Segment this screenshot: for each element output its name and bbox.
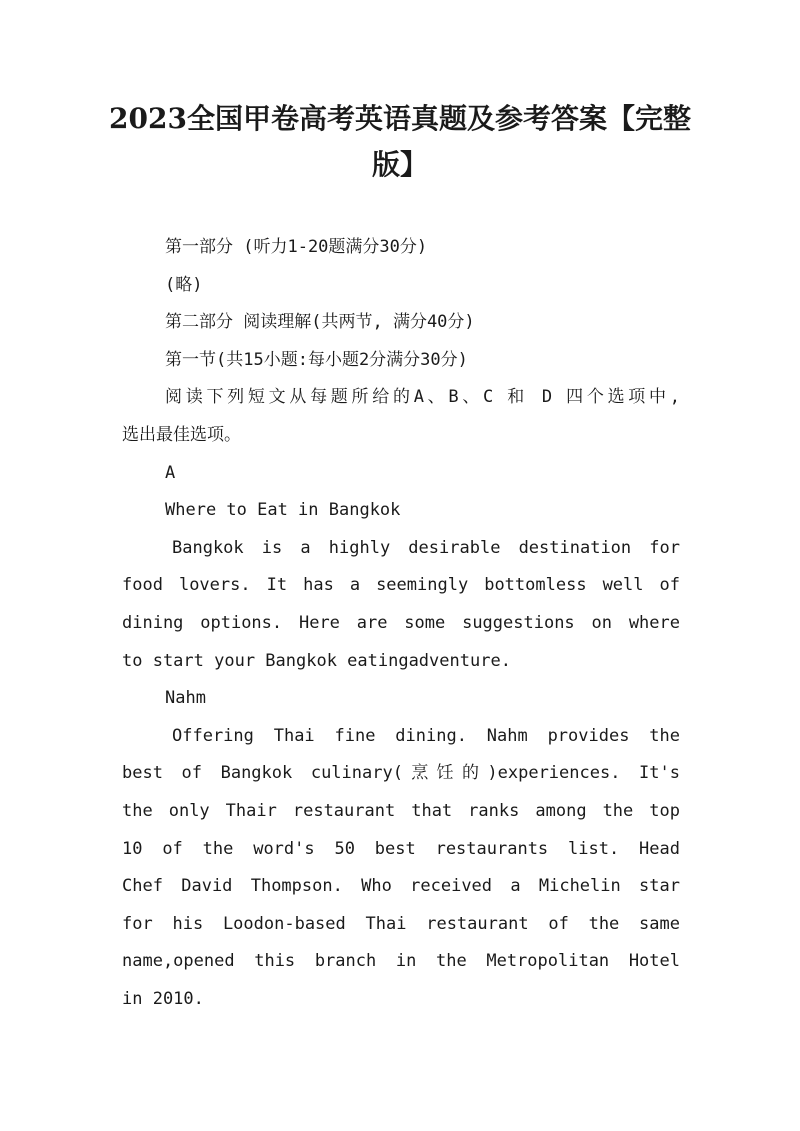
paragraph-line: 10 of the word's 50 best restaurants list. Head <box>122 838 680 859</box>
paragraph-line: for his Loodon-based Thai restaurant of the same <box>122 913 680 934</box>
paragraph-line: Bangkok is a highly desirable destination for <box>172 537 680 558</box>
paragraph-line: Offering Thai fine dining. Nahm provides the <box>172 725 680 746</box>
document-title: 2023全国甲卷高考英语真题及参考答案【完整版】 <box>109 102 691 181</box>
paragraph-line: in 2010. <box>122 988 204 1009</box>
paragraph-line: the only Thair restaurant that ranks among the top <box>122 800 680 821</box>
paragraph-line: to start your Bangkok eatingadventure. <box>122 650 511 671</box>
passage-title: Where to Eat in Bangkok <box>165 500 401 521</box>
section-heading-reading: 第二部分 阅读理解(共两节, 满分40分) <box>165 312 475 333</box>
paragraph-line: name,opened this branch in the Metropolitan Hotel <box>122 951 680 972</box>
passage-label: A <box>165 462 176 483</box>
subsection-heading: 第一节(共15小题:每小题2分满分30分) <box>165 349 468 370</box>
paragraph-line: Chef David Thompson. Who received a Michelin star <box>122 876 680 897</box>
paragraph-line: dining options. Here are some suggestions on where <box>122 612 680 633</box>
document-body <box>122 229 680 1018</box>
paragraph-line: food lovers. It has a seemingly bottomless well of <box>122 575 680 596</box>
section-heading-listening: 第一部分 (听力1-20题满分30分) <box>165 237 428 257</box>
instruction-line: 选出最佳选项。 <box>122 424 241 445</box>
instruction-line: 阅读下列短文从每题所给的A、B、C 和 D 四个选项中, <box>165 387 680 408</box>
restaurant-name: Nahm <box>165 688 206 709</box>
paragraph-line: best of Bangkok culinary(烹饪的)experiences. It's <box>122 763 680 784</box>
omitted-note: (略) <box>165 274 203 295</box>
